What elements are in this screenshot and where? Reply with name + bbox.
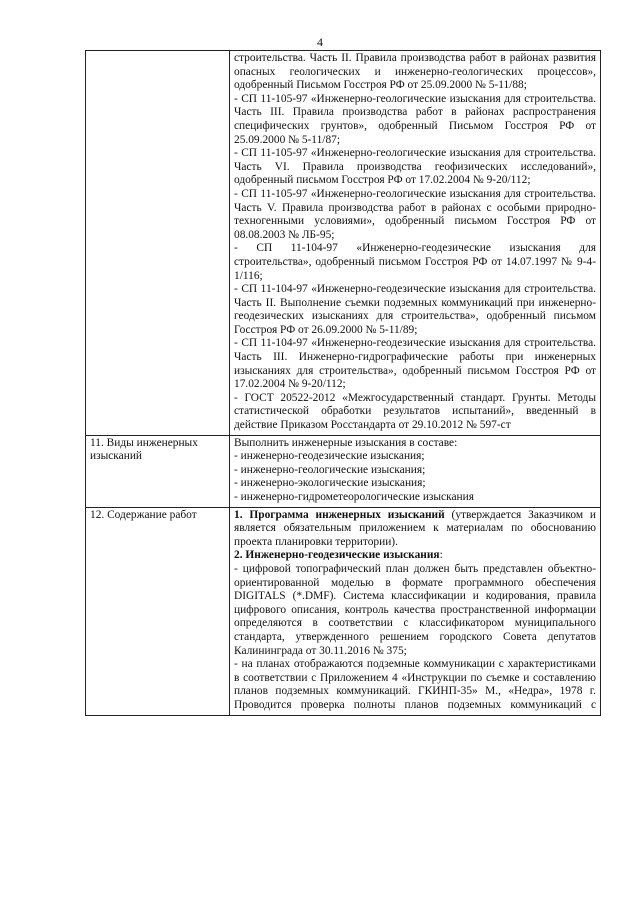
paragraph: - СП 11-104-97 «Инженерно-геодезические изыскания для строительства», одобренный письмом Госстроя РФ от 14.07.1997 № 9-4-1/116; bbox=[234, 242, 596, 282]
paragraph: - СП 11-105-97 «Инженерно-геологические изыскания для строительства. Часть VI. Правила производства геофизических исследований», одобренный письмом Госстроя РФ от 17.02.2004 № 9-20/112; bbox=[234, 147, 596, 187]
list-item: - инженерно-геодезические изыскания; bbox=[234, 450, 425, 463]
row-label: 11. Виды инженерных изысканий bbox=[86, 435, 230, 507]
table-row bbox=[86, 507, 601, 715]
paragraph: - СП 11-104-97 «Инженерно-геодезические изыскания для строительства. Часть II. Выполнение съемки подземных коммуникаций при инженерно-геодезических изысканиях для строительства», одобренный письмом Госстроя РФ от 26.09.2000 № 5-11/89; bbox=[234, 283, 596, 336]
table-row bbox=[86, 51, 601, 436]
list-item: - инженерно-экологические изыскания; bbox=[234, 477, 426, 490]
section-title: 1. Программа инженерных изысканий bbox=[234, 508, 445, 521]
row-label: 12. Содержание работ bbox=[86, 507, 230, 715]
paragraph: - ГОСТ 20522-2012 «Межгосударственный стандарт. Грунты. Методы статистической обработки результатов испытаний», введенный в действие Приказом Росстандарта от 29.10.2012 № 597-ст bbox=[234, 391, 596, 432]
paragraph: - СП 11-105-97 «Инженерно-геологические изыскания для строительства. Часть V. Правила производства работ в районах с особыми природно-техногенными условиями», одобренный письмом Госстроя РФ от 08.08.2003 № ЛБ-95; bbox=[234, 187, 596, 241]
row-content bbox=[230, 435, 601, 507]
section-heading-program bbox=[234, 509, 596, 550]
paragraph: - на планах отображаются подземные коммуникации с характеристиками в соответствии с Приложением 4 «Инструкции по съемке и составлению планов подземных коммуникаций. ГКИНП-35» М., «Недра», 1978 г. Проводится проверка полноты планов подземных коммуникаций с bbox=[234, 658, 596, 711]
list-item: - инженерно-геологические изыскания; bbox=[234, 463, 426, 476]
section-title: 2. Инженерно-геодезические изыскания bbox=[234, 549, 440, 562]
list-item: - инженерно-гидрометеорологические изыскания bbox=[234, 491, 474, 503]
paragraph: - цифровой топографический план должен быть представлен объектно-ориентированной моделью в формате программного обеспечения DIGITALS (*.DMF). Система классификации и кодирования, правила цифрового описания, контроль качества пространственной информации определяются в соответствии с классификатором муниципального стандарта, утвержденного решением городского Совета депутатов Калининграда от 30.11.2016 № 375; bbox=[234, 562, 596, 657]
section-text: (утверждается Заказчиком и является обязательным приложением к материалам по обоснованию проекта планировки территории). bbox=[234, 508, 596, 548]
row-label bbox=[86, 51, 230, 436]
paragraph: Выполнить инженерные изыскания в составе: bbox=[234, 436, 458, 449]
page-number: 4 bbox=[317, 35, 323, 49]
paragraph: - СП 11-104-97 «Инженерно-геодезические изыскания для строительства. Часть III. Инженерно-гидрографические работы при инженерных изысканиях для строительства», одобренный письмом Госстроя РФ от 17.02.2004 № 9-20/112; bbox=[234, 337, 596, 391]
paragraph: - СП 11-105-97 «Инженерно-геологические изыскания для строительства. Часть III. Правила производства работ в районах распространения специфических грунтов», одобренный Письмом Госстроя РФ от 25.09.2000 № 5-11/87; bbox=[234, 92, 596, 146]
requirements-table bbox=[85, 50, 601, 716]
section-heading-geodesy bbox=[234, 549, 596, 563]
table-row bbox=[86, 435, 601, 507]
row-content bbox=[230, 51, 601, 436]
row-content bbox=[230, 507, 601, 715]
section-text: : bbox=[439, 549, 443, 562]
paragraph: строительства. Часть II. Правила производства работ в районах развития опасных геологических и инженерно-геологических процессов», одобренный Письмом Госстроя РФ от 25.09.2000 № 5-11/88; bbox=[234, 52, 596, 92]
